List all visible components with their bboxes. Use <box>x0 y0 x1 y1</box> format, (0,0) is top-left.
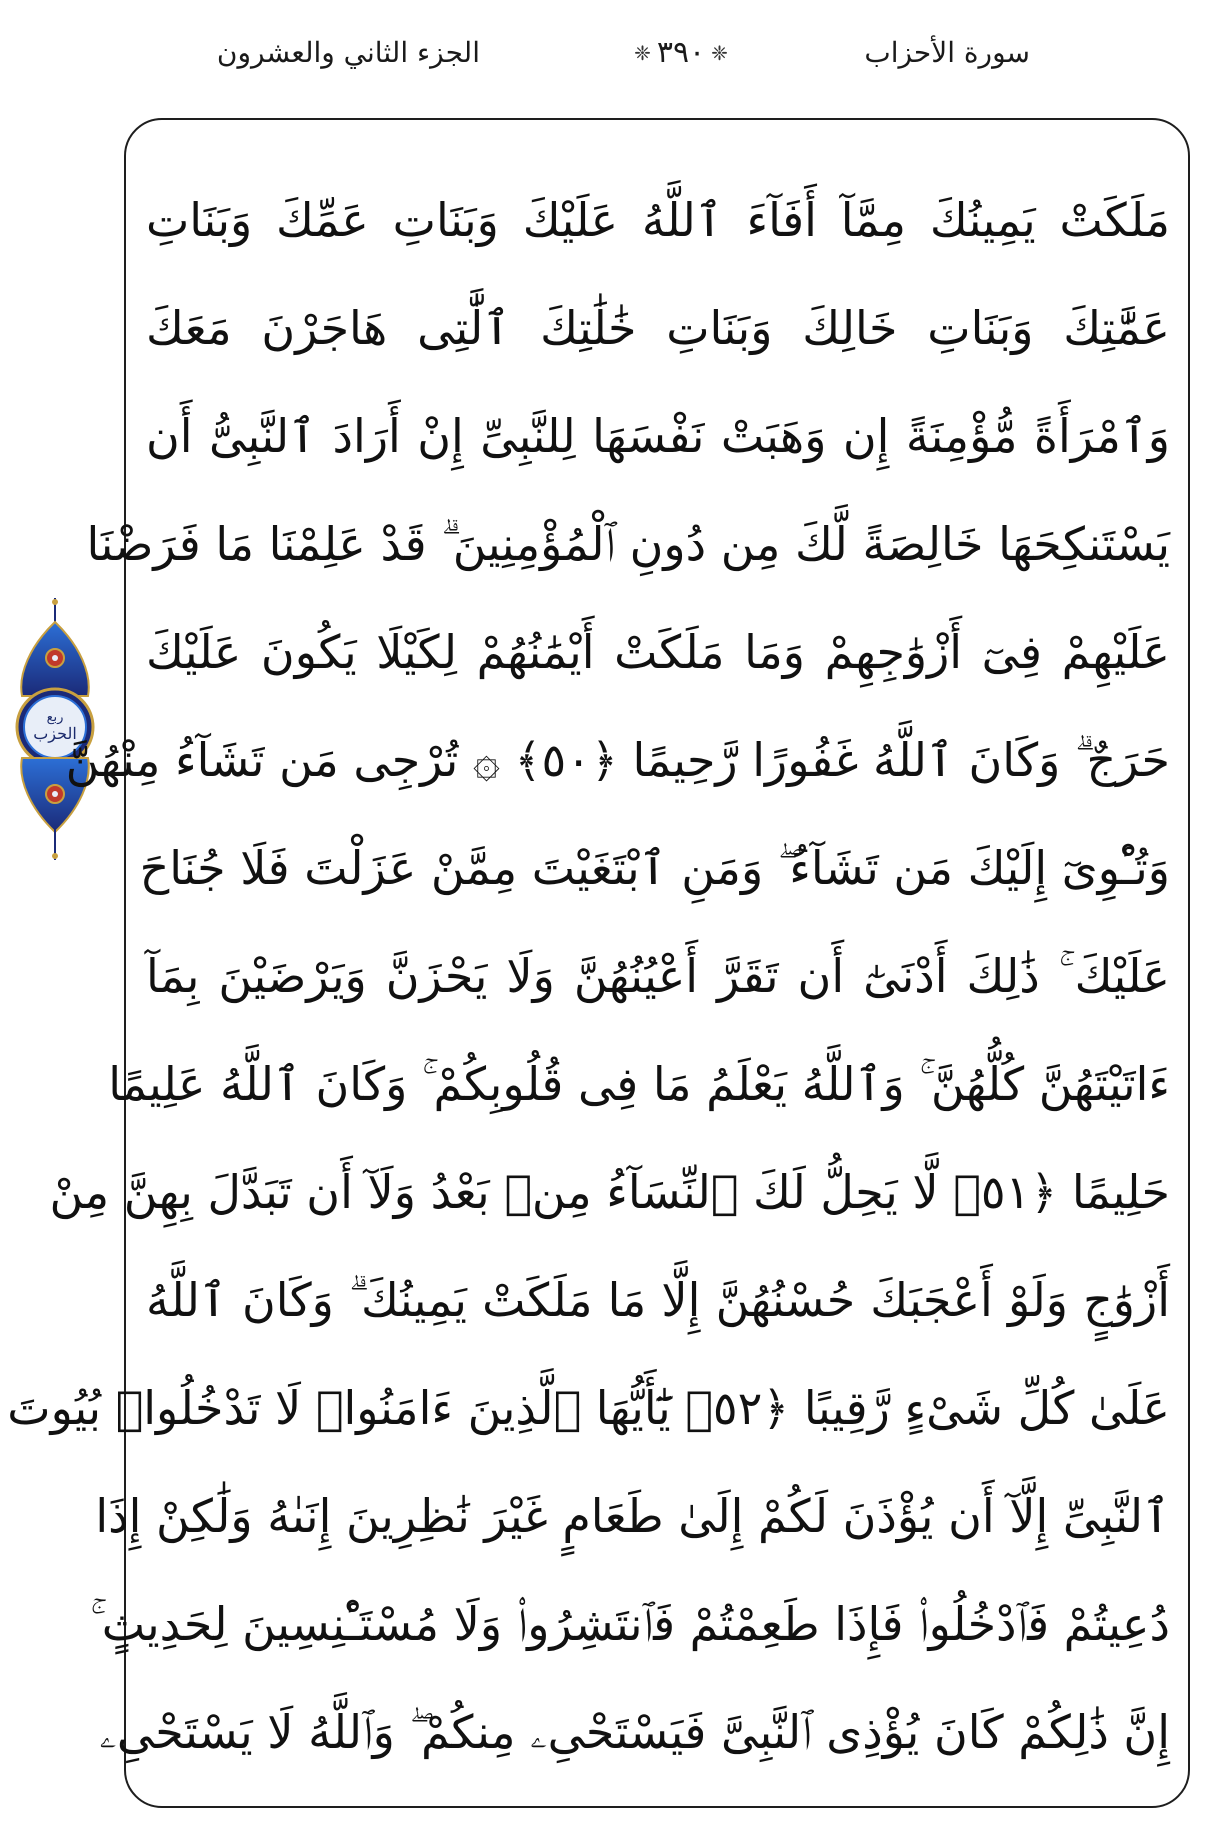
verse-line: عَلَيْهِمْ فِىٓ أَزْوَٰجِهِمْ وَمَا مَلَكَتْ أَيْمَٰنُهُمْ لِكَيْلَا يَكُونَ عَلَيْكَ <box>146 625 1170 679</box>
surah-title: سورة الأحزاب <box>864 36 1030 69</box>
hizb-label-line1: ربع <box>46 710 64 726</box>
verse-line: عَلَيْكَ ۚ ذَٰلِكَ أَدْنَىٰٓ أَن تَقَرَّ أَعْيُنُهُنَّ وَلَا يَحْزَنَّ وَيَرْضَيْنَ بِمَآ <box>146 949 1170 1003</box>
verse-line: وَٱمْرَأَةً مُّؤْمِنَةً إِن وَهَبَتْ نَفْسَهَا لِلنَّبِىِّ إِنْ أَرَادَ ٱلنَّبِىُّ أَن <box>146 409 1170 463</box>
hizb-label-line2: الحزب <box>33 724 77 744</box>
verse-line: يَسْتَنكِحَهَا خَالِصَةً لَّكَ مِن دُونِ ٱلْمُؤْمِنِينَ ۗ قَدْ عَلِمْنَا مَا فَرَضْنَا <box>86 517 1170 571</box>
verse-line: عَلَىٰ كُلِّ شَىْءٍ رَّقِيبًا ﴿٥٢﴾ يَٰٓأَيُّهَا ٱلَّذِينَ ءَامَنُوا۟ لَا تَدْخُلُوا۟ بُيُوتَ <box>7 1381 1170 1435</box>
page-ornament-right-icon: ❈ <box>711 41 728 65</box>
verse-line: دُعِيتُمْ فَٱدْخُلُوا۟ فَإِذَا طَعِمْتُمْ فَٱنتَشِرُوا۟ وَلَا مُسْتَـْٔنِسِينَ لِحَدِيثٍ ۚ <box>90 1597 1170 1651</box>
verse-line: إِنَّ ذَٰلِكُمْ كَانَ يُؤْذِى ٱلنَّبِىَّ فَيَسْتَحْىِۦ مِنكُمْ ۖ وَٱللَّهُ لَا يَسْتَحْىِۦ <box>99 1705 1170 1759</box>
page-ornament-left-icon: ❈ <box>634 41 651 65</box>
verse-line: أَزْوَٰجٍ وَلَوْ أَعْجَبَكَ حُسْنُهُنَّ إِلَّا مَا مَلَكَتْ يَمِينُكَ ۗ وَكَانَ ٱللَّهُ <box>146 1273 1170 1327</box>
verse-line: مَلَكَتْ يَمِينُكَ مِمَّآ أَفَآءَ ٱللَّهُ عَلَيْكَ وَبَنَاتِ عَمِّكَ وَبَنَاتِ <box>146 193 1170 247</box>
juz-title: الجزء الثاني والعشرون <box>216 36 480 69</box>
verse-line: حَلِيمًا ﴿٥١﴾ لَّا يَحِلُّ لَكَ ٱلنِّسَآءُ مِنۢ بَعْدُ وَلَآ أَن تَبَدَّلَ بِهِنَّ مِنْ <box>49 1165 1170 1219</box>
verse-line: عَمَّٰتِكَ وَبَنَاتِ خَالِكَ وَبَنَاتِ خَٰلَٰتِكَ ٱلَّٰتِى هَاجَرْنَ مَعَكَ <box>146 301 1170 355</box>
page-header <box>0 18 1214 88</box>
verse-line: وَتُـْٔوِىٓ إِلَيْكَ مَن تَشَآءُ ۖ وَمَنِ ٱبْتَغَيْتَ مِمَّنْ عَزَلْتَ فَلَا جُنَاحَ <box>139 841 1170 895</box>
verse-line: ءَاتَيْتَهُنَّ كُلُّهُنَّ ۚ وَٱللَّهُ يَعْلَمُ مَا فِى قُلُوبِكُمْ ۚ وَكَانَ ٱللَّهُ عَلِيمًا <box>108 1057 1170 1111</box>
verse-line: حَرَجٌ ۗ وَكَانَ ٱللَّهُ غَفُورًا رَّحِيمًا ﴿٥٠﴾ ۞ تُرْجِى مَن تَشَآءُ مِنْهُنَّ <box>65 733 1170 787</box>
page-number: ٣٩٠ <box>656 35 706 70</box>
page-number-block <box>606 18 756 88</box>
verse-line: ٱلنَّبِىِّ إِلَّآ أَن يُؤْذَنَ لَكُمْ إِلَىٰ طَعَامٍ غَيْرَ نَٰظِرِينَ إِنَىٰهُ وَلَٰكِنْ إِذَا <box>95 1489 1170 1543</box>
